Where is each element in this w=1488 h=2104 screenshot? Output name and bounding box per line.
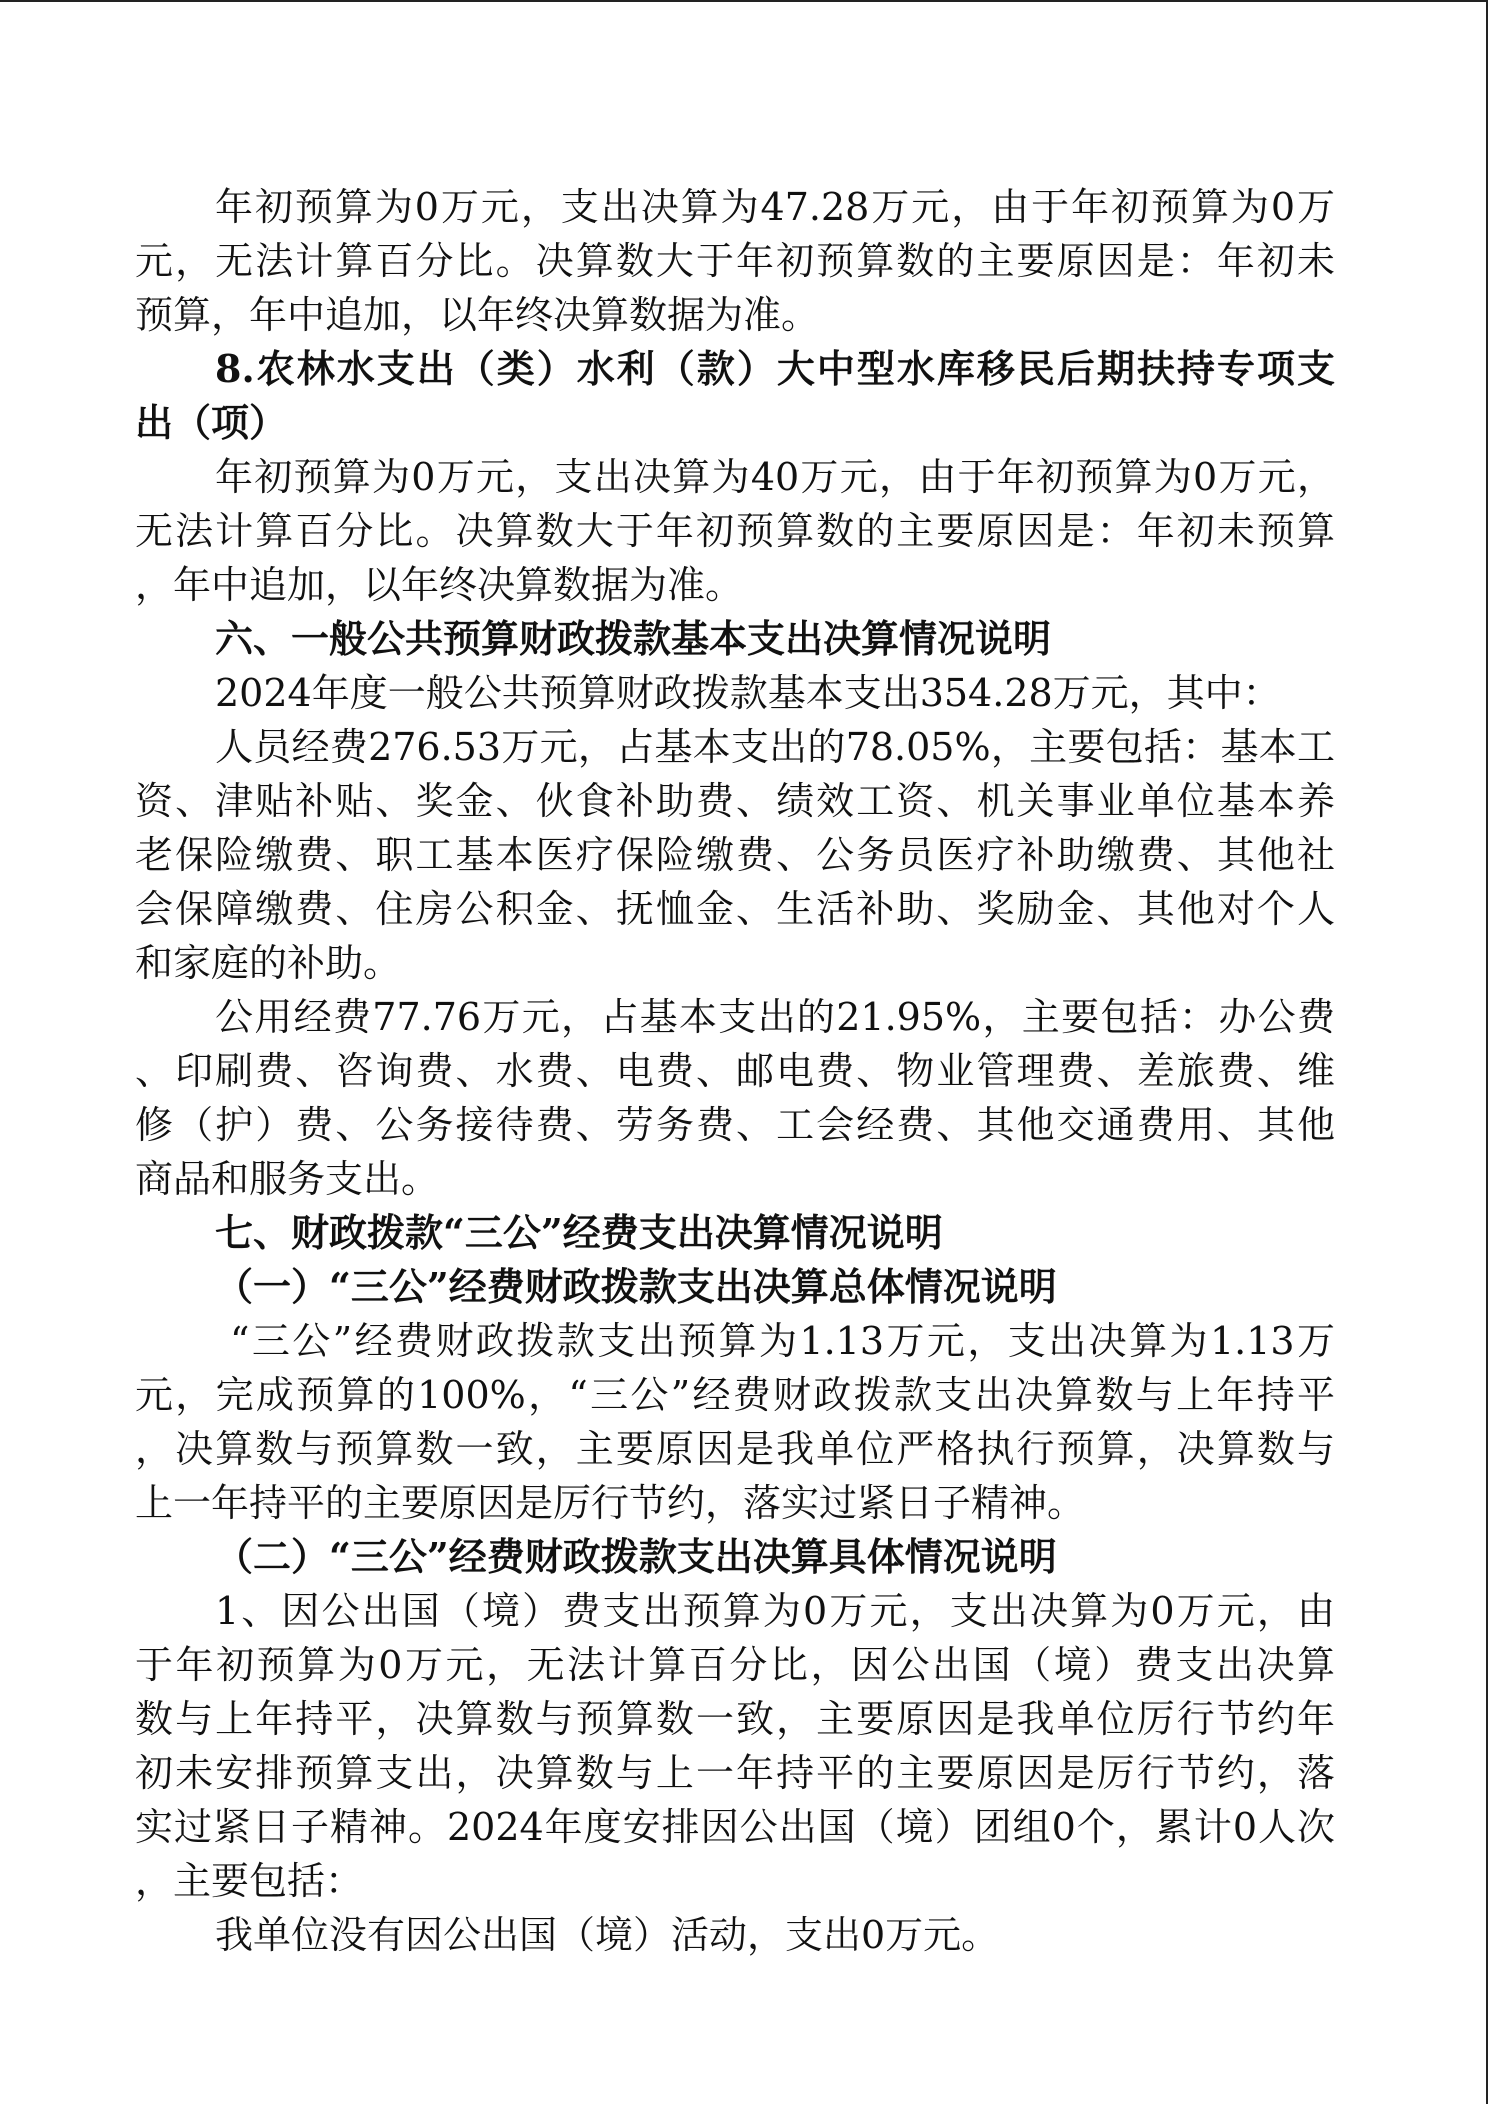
text-line: 资、津贴补贴、奖金、伙食补助费、绩效工资、机关事业单位基本养	[135, 779, 1335, 823]
text-line: ，决算数与预算数一致，主要原因是我单位严格执行预算，决算数与	[135, 1427, 1335, 1471]
section-heading: （二）“三公”经费财政拨款支出决算具体情况说明	[215, 1534, 1057, 1579]
text-line: 1、因公出国（境）费支出预算为0万元，支出决算为0万元，由	[215, 1589, 1335, 1633]
text-line: 、印刷费、咨询费、水费、电费、邮电费、物业管理费、差旅费、维	[135, 1049, 1335, 1093]
section-heading: 七、财政拨款“三公”经费支出决算情况说明	[215, 1210, 943, 1255]
text-line: 无法计算百分比。决算数大于年初预算数的主要原因是：年初未预算	[135, 509, 1335, 553]
text-line: 会保障缴费、住房公积金、抚恤金、生活补助、奖励金、其他对个人	[135, 887, 1335, 931]
text-line: 预算，年中追加，以年终决算数据为准。	[135, 293, 820, 337]
text-line: 元，完成预算的100%，“三公”经费财政拨款支出决算数与上年持平	[135, 1373, 1335, 1417]
text-line: 于年初预算为0万元，无法计算百分比，因公出国（境）费支出决算	[135, 1643, 1335, 1687]
text-line: 实过紧日子精神。2024年度安排因公出国（境）团组0个，累计0人次	[135, 1805, 1335, 1849]
text-line: 年初预算为0万元，支出决算为40万元，由于年初预算为0万元，	[215, 455, 1335, 499]
document-body	[135, 180, 1335, 1962]
text-line: 修（护）费、公务接待费、劳务费、工会经费、其他交通费用、其他	[135, 1103, 1335, 1147]
text-line: 元，无法计算百分比。决算数大于年初预算数的主要原因是：年初未	[135, 239, 1335, 283]
text-line: 我单位没有因公出国（境）活动，支出0万元。	[215, 1913, 1000, 1957]
text-line: 初未安排预算支出，决算数与上一年持平的主要原因是厉行节约，落	[135, 1751, 1335, 1795]
section-heading: 8.农林水支出（类）水利（款）大中型水库移民后期扶持专项支	[215, 346, 1335, 391]
text-line: 上一年持平的主要原因是厉行节约，落实过紧日子精神。	[135, 1481, 1086, 1525]
text-line: 商品和服务支出。	[135, 1157, 440, 1201]
text-line: 老保险缴费、职工基本医疗保险缴费、公务员医疗补助缴费、其他社	[135, 833, 1335, 877]
section-heading: （一）“三公”经费财政拨款支出决算总体情况说明	[215, 1264, 1057, 1309]
text-line: 公用经费77.76万元，占基本支出的21.95%，主要包括：办公费	[215, 995, 1335, 1039]
text-line: 人员经费276.53万元，占基本支出的78.05%，主要包括：基本工	[215, 725, 1335, 769]
text-line: 年初预算为0万元，支出决算为47.28万元，由于年初预算为0万	[215, 185, 1335, 229]
text-line: ，主要包括：	[135, 1859, 364, 1903]
section-heading: 六、一般公共预算财政拨款基本支出决算情况说明	[215, 616, 1052, 661]
text-line: 2024年度一般公共预算财政拨款基本支出354.28万元，其中：	[215, 671, 1281, 715]
text-line: 数与上年持平，决算数与预算数一致，主要原因是我单位厉行节约年	[135, 1697, 1335, 1741]
text-line: 和家庭的补助。	[135, 941, 402, 985]
page-border-top	[0, 0, 1488, 2]
text-line: “三公”经费财政拨款支出预算为1.13万元，支出决算为1.13万	[230, 1319, 1335, 1363]
text-line: ，年中追加，以年终决算数据为准。	[135, 563, 744, 607]
section-heading: 出（项）	[135, 400, 288, 445]
